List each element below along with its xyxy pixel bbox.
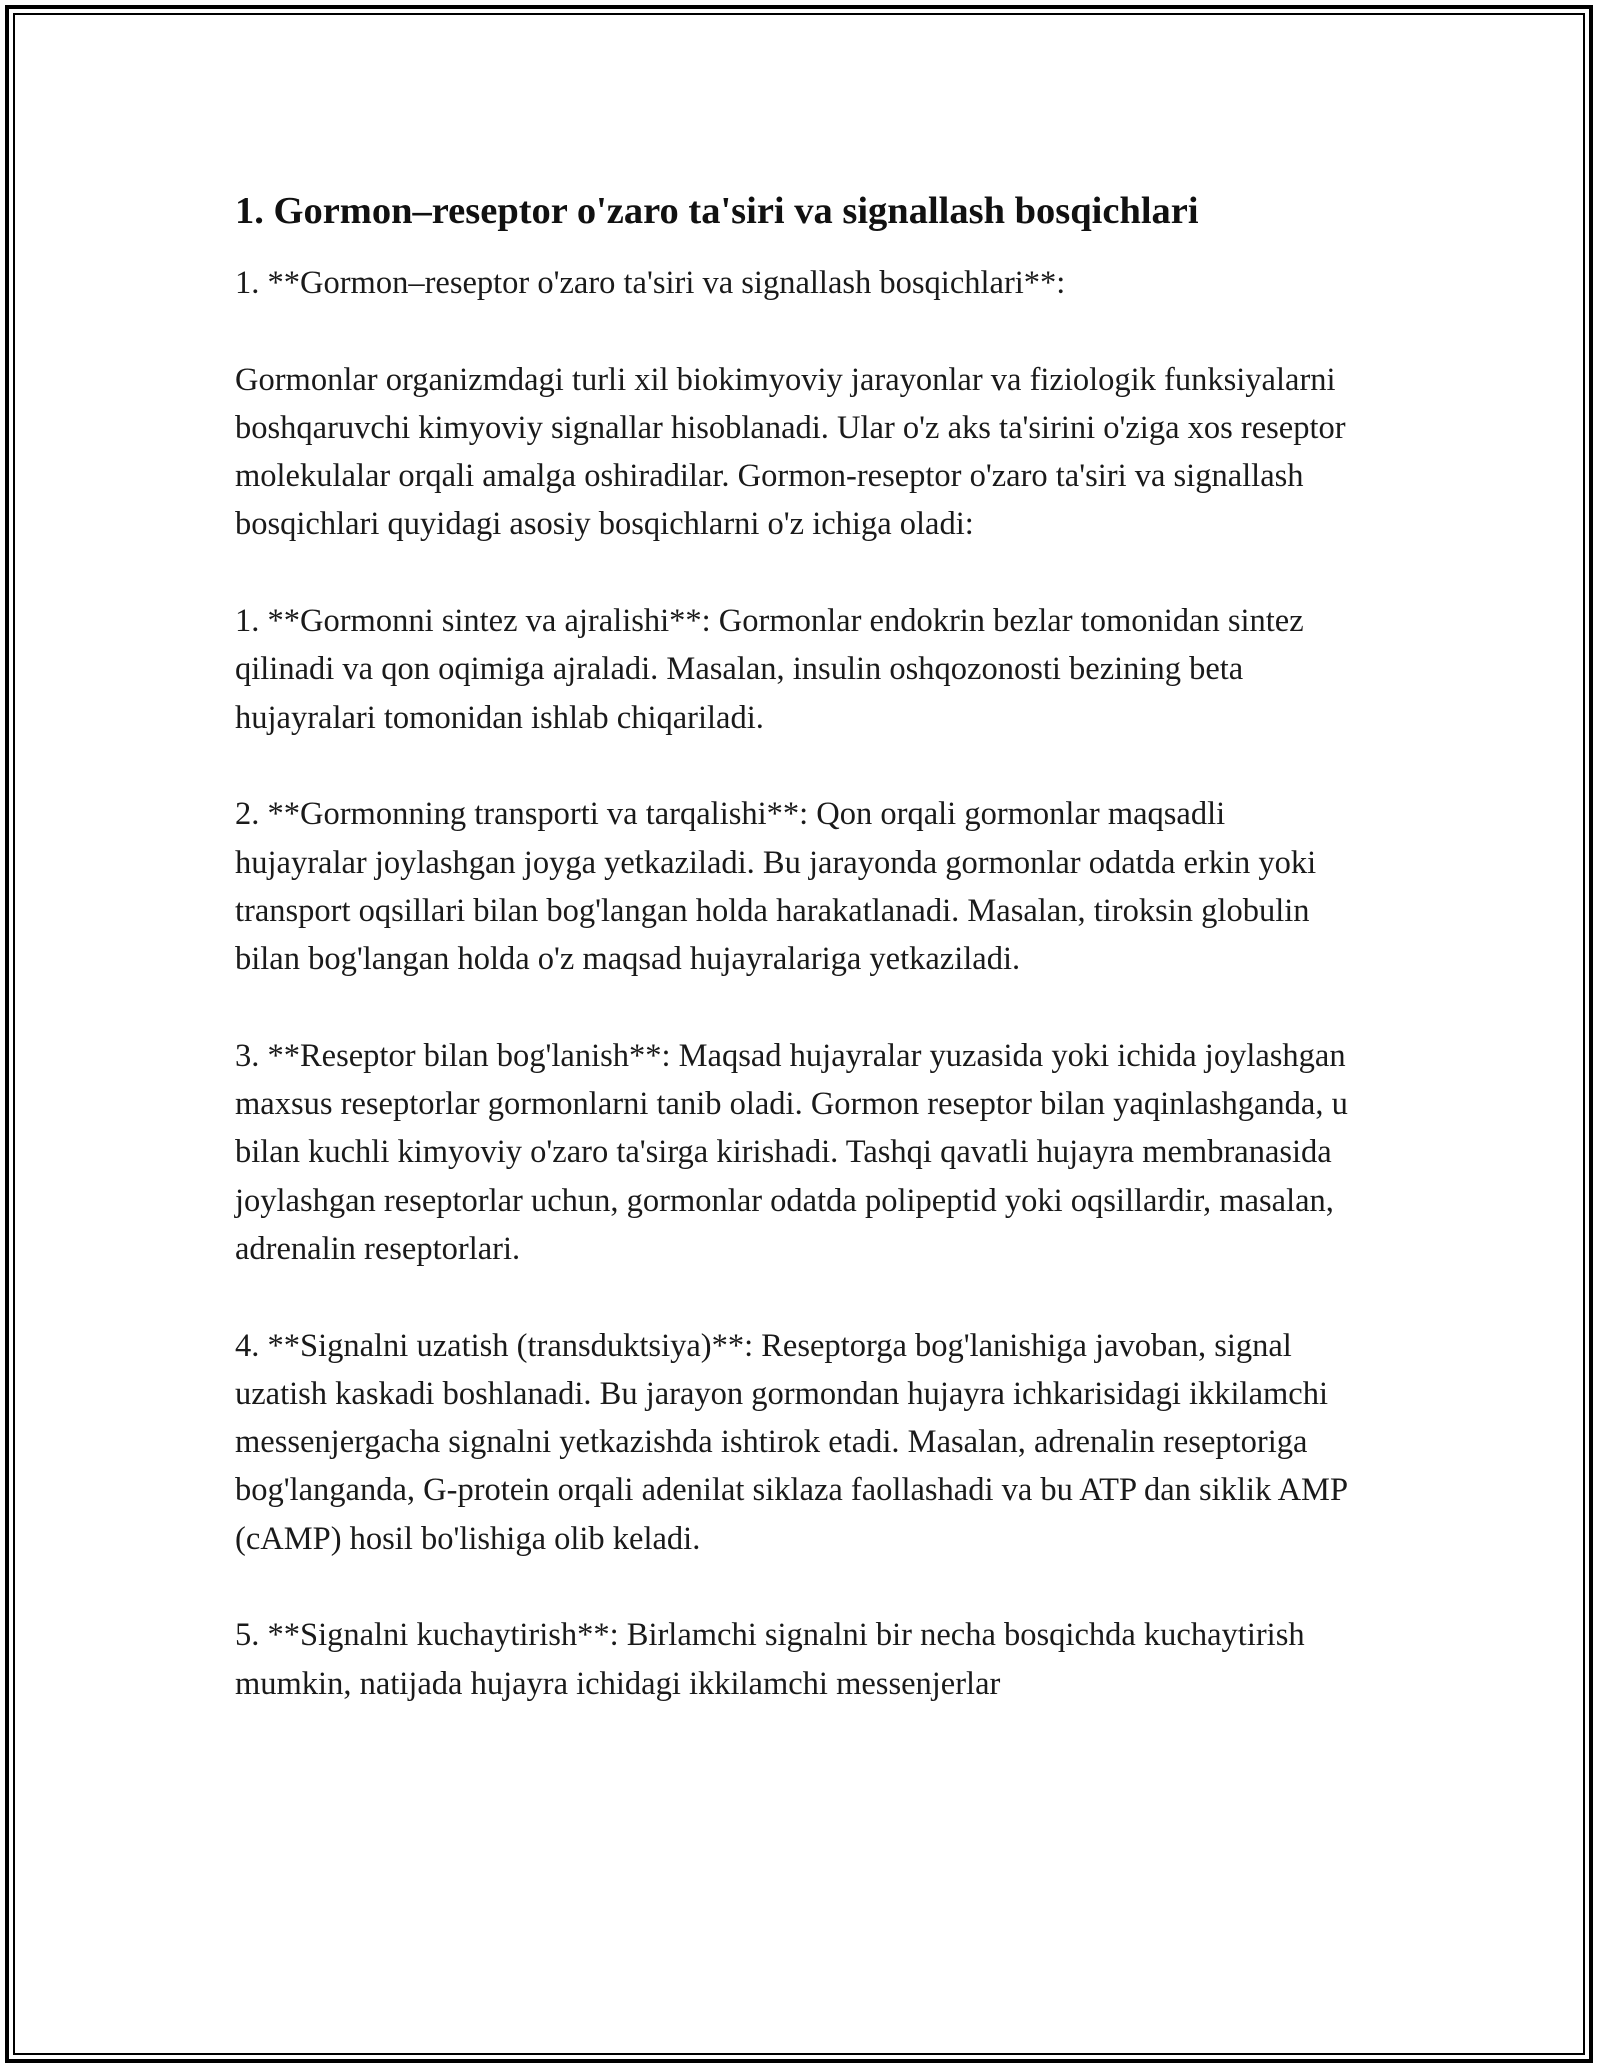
paragraph-heading-repeat: 1. **Gormon–reseptor o'zaro ta'siri va signallash bosqichlari**: — [235, 265, 1066, 301]
paragraph-intro: Gormonlar organizmdagi turli xil biokimyoviy jarayonlar va fiziologik funksiyalarni boshqaruvchi kimyoviy signallar hisoblanadi. Ular o'z aks ta'sirini o'ziga xos reseptor molekulalar orqali amalga oshiradilar. Gormon-reseptor o'zaro ta'siri va signallash bosqichlari quyidagi asosiy bosqichlarni o'z ichiga oladi: — [235, 361, 1346, 543]
paragraph-step-5: 5. **Signalni kuchaytirish**: Birlamchi signalni bir necha bosqichda kuchaytirish mumkin, natijada hujayra ichidagi ikkilamchi messenjerlar — [235, 1617, 1305, 1702]
page-title: 1. Gormon–reseptor o'zaro ta'siri va signallash bosqichlari — [235, 190, 1199, 232]
paragraph-step-1: 1. **Gormonni sintez va ajralishi**: Gormonlar endokrin bezlar tomonidan sintez qilinadi va qon oqimiga ajraladi. Masalan, insulin oshqozonosti bezining beta hujayralari tomonidan ishlab chiqariladi. — [235, 603, 1304, 736]
paragraph-step-4: 4. **Signalni uzatish (transduktsiya)**: Reseptorga bog'lanishiga javoban, signal uzatish kaskadi boshlanadi. Bu jarayon gormondan hujayra ichkarisidagi ikkilamchi messenjergacha signalni yetkazishda ishtirok etadi. Masalan, adrenalin reseptoriga bog'langanda, G-protein orqali adenilat siklaza faollashadi va bu ATP dan siklik AMP (cAMP) hosil bo'lishiga olib keladi. — [235, 1327, 1347, 1557]
paragraph-step-2: 2. **Gormonning transporti va tarqalishi**: Qon orqali gormonlar maqsadli hujayralar joylashgan joyga yetkaziladi. Bu jarayonda gormonlar odatda erkin yoki transport oqsillari bilan bog'langan holda harakatlanadi. Masalan, tiroksin globulin bilan bog'langan holda o'z maqsad hujayralariga yetkaziladi. — [235, 796, 1317, 978]
document-body — [235, 185, 1365, 1708]
paragraph-step-3: 3. **Reseptor bilan bog'lanish**: Maqsad hujayralar yuzasida yoki ichida joylashgan maxsus reseptorlar gormonlarni tanib oladi. Gormon reseptor bilan yaqinlashganda, u bilan kuchli kimyoviy o'zaro ta'sirga kirishadi. Tashqi qavatli hujayra membranasida joylashgan reseptorlar uchun, gormonlar odatda polipeptid yoki oqsillardir, masalan, adrenalin reseptorlari. — [235, 1037, 1348, 1267]
